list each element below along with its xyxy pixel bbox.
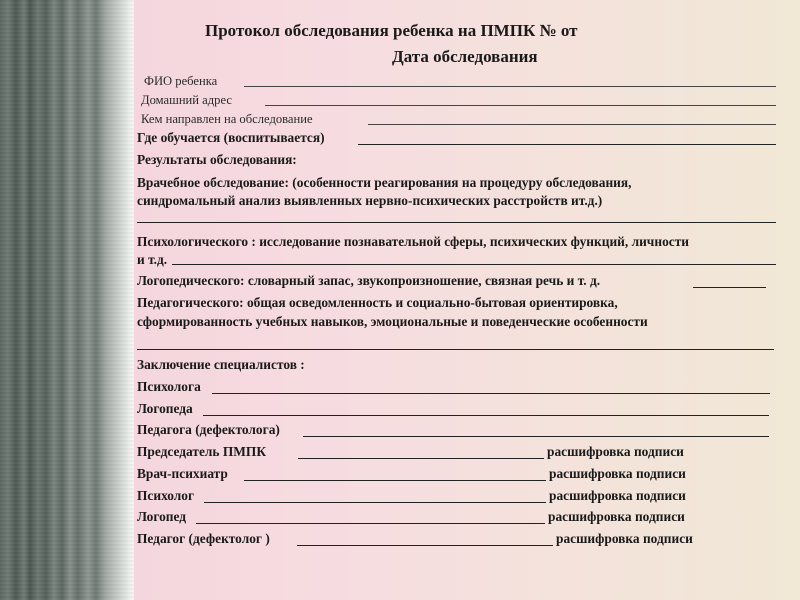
signature-psychiatrist-line[interactable] [244,480,546,481]
medical-text-line2: синдромальный анализ выявленных нервно-психических расстройств ит.д.) [137,193,603,208]
conclusion-psychologist-line[interactable] [212,393,770,394]
signature-pedagog-line[interactable] [297,545,553,546]
signature-psychologist-caption: расшифровка подписи [549,488,686,503]
logoped-line[interactable] [693,287,766,288]
conclusion-heading: Заключение специалистов : [137,357,305,372]
signature-chairman-role: Председатель ПМПК [137,444,267,459]
conclusion-pedagog-line[interactable] [303,436,769,437]
signature-chairman-caption: расшифровка подписи [547,444,684,459]
address-line[interactable] [265,105,776,106]
signature-logopedist-role: Логопед [137,509,187,524]
studies-at-line[interactable] [358,144,776,145]
address-label: Домашний адрес [141,93,232,107]
fio-label: ФИО ребенка [144,74,218,88]
signature-psychiatrist-role: Врач-психиатр [137,466,228,481]
signature-pedagog-caption: расшифровка подписи [556,531,693,546]
signature-psychologist-line[interactable] [204,502,546,503]
logoped-text: Логопедического: словарный запас, звукопроизношение, связная речь и т. д. [137,273,601,288]
results-heading: Результаты обследования: [137,152,297,167]
medical-text-line1: Врачебное обследование: (особенности реагирования на процедуру обследования, [137,175,632,190]
psych-text-line2: и т.д. [137,252,168,267]
referred-by-label: Кем направлен на обследование [141,112,313,126]
signature-chairman-line[interactable] [298,458,544,459]
conclusion-logopedist-label: Логопеда [137,401,193,416]
pedag-text-line2: сформированность учебных навыков, эмоциональные и поведенческие особенности [137,314,648,329]
psych-text-line1: Психологического : исследование познавательной сферы, психических функций, личности [137,234,690,249]
pedag-text-line1: Педагогического: общая осведомленность и социально-бытовая ориентировка, [137,295,618,310]
signature-logopedist-line[interactable] [196,523,545,524]
referred-by-line[interactable] [368,124,776,125]
conclusion-psychologist-label: Психолога [137,379,201,394]
signature-psychologist-role: Психолог [137,488,195,503]
studies-at-label: Где обучается (воспитывается) [137,130,325,145]
fio-line[interactable] [244,86,776,87]
signature-pedagog-role: Педагог (дефектолог ) [137,531,270,546]
medical-line[interactable] [137,222,776,223]
signature-psychiatrist-caption: расшифровка подписи [549,466,686,481]
pedag-line[interactable] [137,349,774,350]
conclusion-pedagog-label: Педагога (дефектолога) [137,422,280,437]
page-title: Протокол обследования ребенка на ПМПК № от [205,21,578,40]
signature-logopedist-caption: расшифровка подписи [548,509,685,524]
conclusion-logopedist-line[interactable] [203,415,769,416]
psych-line[interactable] [172,264,776,265]
page-subtitle: Дата обследования [392,47,538,66]
